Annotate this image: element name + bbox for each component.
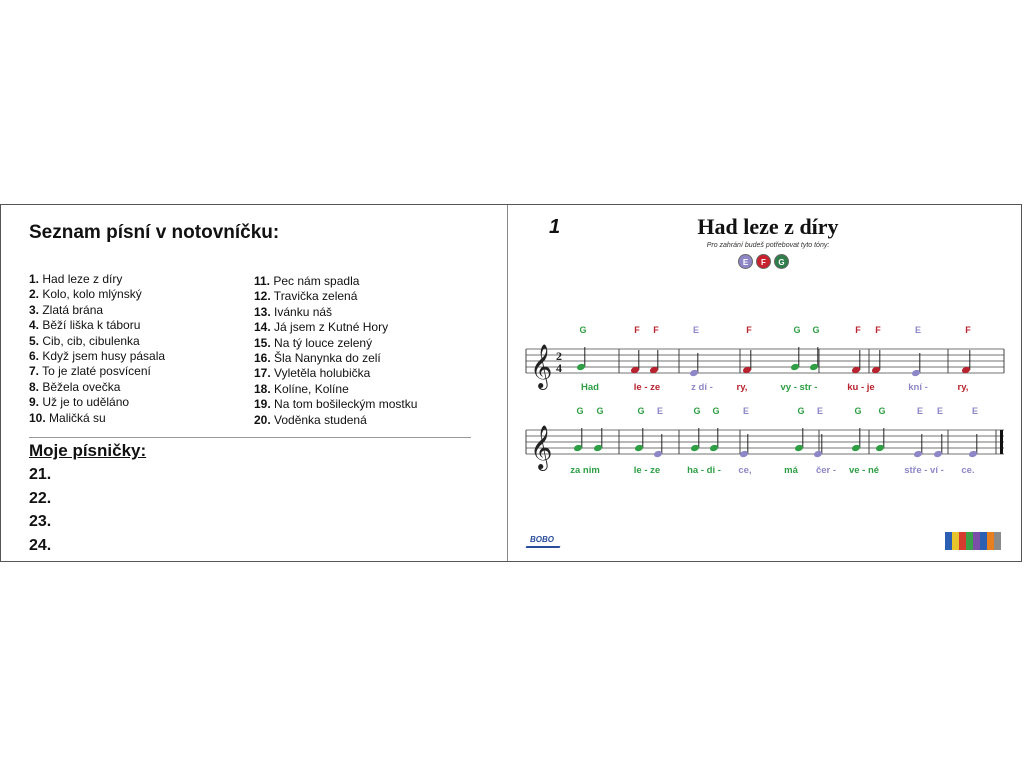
my-song-slot: 24. [29, 536, 52, 554]
logo-stripe [980, 532, 987, 550]
song-list-name: Maličká su [45, 410, 106, 425]
tone-dot-e: E [738, 254, 753, 269]
song-list-number: 2. [29, 287, 40, 302]
song-list-name: To je zlaté posvícení [39, 364, 151, 379]
lyric-syllable: kní - [908, 382, 928, 393]
note-letter-label: F [855, 325, 861, 335]
song-list-number: 7. [29, 364, 40, 379]
song-list-item [254, 397, 417, 412]
song-list-number: 19. [254, 397, 271, 412]
song-list-number: 20. [254, 412, 271, 427]
song-list-number: 17. [254, 366, 271, 381]
song-list-name: Kolo, kolo mlýnský [39, 287, 142, 302]
song-list-name: Šla Nanynka do zelí [270, 350, 381, 365]
song-list-name: Cib, cib, cibulenka [39, 333, 140, 348]
song-list-number: 9. [29, 395, 40, 410]
song-list-number: 1. [29, 272, 40, 286]
brand-logo [945, 532, 1001, 550]
song-list-title: Seznam písní v notovníčku: [29, 222, 280, 243]
song-list-number: 8. [29, 379, 40, 394]
lyric-syllable: Had [581, 382, 599, 393]
note-letter-label: F [653, 325, 659, 335]
song-list-item [29, 334, 165, 349]
lyric-syllable: ce. [961, 465, 975, 476]
treble-clef-icon: 𝄞 [530, 344, 553, 388]
treble-clef-icon: 𝄞 [530, 425, 553, 469]
song-list-item [254, 320, 417, 335]
song-list-item [254, 274, 417, 289]
lyric-syllable: le - ze [633, 465, 661, 476]
song-list-name: Běžela ovečka [39, 379, 121, 394]
lyric-syllable: za nim [570, 465, 600, 476]
time-signature-top: 2 [556, 349, 562, 363]
note-letter-label: G [579, 325, 587, 335]
my-songs-list [29, 463, 51, 557]
logo-stripe [959, 532, 966, 550]
logo-stripe [987, 532, 994, 550]
song-list-item [29, 272, 165, 287]
song-list-item [29, 395, 165, 410]
my-songs-title: Moje písničky: [29, 441, 147, 460]
song-list-number: 16. [254, 350, 271, 365]
song-list-name: Běží liška k táboru [39, 318, 141, 333]
song-list-item [29, 287, 165, 302]
song-list-name: Když jsem husy pásala [39, 348, 166, 363]
note-letter-label: G [878, 406, 886, 416]
song-list-name: Had leze z díry [39, 272, 123, 286]
song-list-item [29, 380, 165, 395]
lyric-syllable: stře - ví - [904, 465, 944, 476]
song-list-item [254, 336, 417, 351]
required-tones-caption: Pro zahrání budeš potřebovat tyto tóny: [706, 242, 830, 249]
logo-stripe [966, 532, 973, 550]
logo-stripe [994, 532, 1001, 550]
note-letter-label: E [971, 406, 979, 416]
song-list-item [29, 411, 165, 426]
time-signature-bottom: 4 [556, 361, 562, 375]
song-index-page [1, 205, 508, 561]
song-list-name: Voděnka studená [270, 412, 367, 427]
song-list-item [29, 364, 165, 379]
note-letter-label: E [816, 406, 824, 416]
song-list-name: Na tý louce zelený [270, 335, 373, 350]
note-letter-label: G [596, 406, 604, 416]
song-list-number: 13. [254, 304, 271, 319]
note-letter-label: E [916, 406, 924, 416]
song-list-number: 11. [254, 274, 271, 288]
song-sheet-page [508, 205, 1021, 561]
lyric-syllable: vy - str - [780, 382, 818, 393]
song-list-item [29, 318, 165, 333]
song-list-item [254, 289, 417, 304]
note-letter-label: G [576, 406, 584, 416]
note-letter-label: G [637, 406, 645, 416]
song-list-name: Už je to uděláno [39, 395, 130, 410]
song-list-number: 5. [29, 333, 40, 348]
tone-dot-g: G [774, 254, 789, 269]
note-letter-label: F [634, 325, 640, 335]
song-list-number: 6. [29, 348, 40, 363]
song-list-item [254, 366, 417, 381]
song-list-number: 4. [29, 318, 40, 333]
my-song-slot: 23. [29, 513, 52, 530]
note-letter-label: E [692, 325, 700, 335]
note-letter-label: G [712, 406, 720, 416]
note-letter-label: G [854, 406, 862, 416]
lyric-syllable: ha - di - [687, 465, 721, 476]
song-list-number: 12. [254, 289, 271, 304]
note-letter-label: E [914, 325, 922, 335]
lyric-syllable: ve - né [848, 465, 880, 476]
song-list-item [254, 351, 417, 366]
song-list-item [29, 349, 165, 364]
lyric-syllable: le - ze [633, 382, 661, 393]
note-letter-label: F [875, 325, 881, 335]
song-list-name: Já jsem z Kutné Hory [270, 320, 389, 335]
brand-underline [526, 546, 561, 548]
song-list-name: Vyletěla holubička [270, 366, 371, 381]
song-list-item [29, 303, 165, 318]
song-list-name: Travička zelená [270, 289, 358, 304]
lyric-syllable: ce, [738, 465, 752, 476]
song-list-name: Ivánku náš [270, 304, 333, 319]
song-list-name: Zlatá brána [39, 302, 104, 317]
note-letter-label: F [746, 325, 752, 335]
lyric-syllable: ku - je [847, 382, 875, 393]
lyric-syllable: čer - [815, 465, 837, 476]
sheet-music [508, 205, 1021, 561]
note-letter-label: E [936, 406, 944, 416]
logo-stripe [973, 532, 980, 550]
tone-dot-f: F [756, 254, 771, 269]
song-list-item [254, 413, 417, 428]
song-list-number: 18. [254, 381, 271, 396]
song-title: Had leze z díry [697, 214, 839, 239]
lyric-syllable: má [784, 465, 798, 476]
song-list-number: 15. [254, 335, 271, 350]
song-list-name: Pec nám spadla [270, 274, 360, 288]
song-list-column-2 [254, 274, 417, 428]
song-list-column-1 [29, 272, 165, 426]
lyric-syllable: ry, [957, 382, 969, 393]
note-letter-label: F [965, 325, 971, 335]
song-number: 1 [549, 216, 561, 238]
lyric-syllable: ry, [736, 382, 748, 393]
song-list-item [254, 305, 417, 320]
note-letter-label: G [797, 406, 805, 416]
note-letter-label: G [812, 325, 820, 335]
note-letter-label: E [742, 406, 750, 416]
song-list-number: 10. [29, 410, 46, 425]
song-list-number: 14. [254, 320, 271, 335]
logo-stripe [945, 532, 952, 550]
note-letter-label: G [793, 325, 801, 335]
song-list-name: Na tom bošileckým mostku [270, 397, 418, 412]
my-song-slot: 21. [29, 466, 52, 483]
song-list-name: Kolíne, Kolíne [270, 381, 349, 396]
my-song-slot: 22. [29, 489, 52, 507]
lyric-syllable: z dí - [691, 382, 713, 393]
note-letter-label: E [656, 406, 664, 416]
divider [29, 437, 471, 438]
song-list-item [254, 382, 417, 397]
songbook-spread [0, 204, 1022, 562]
note-letter-label: G [693, 406, 701, 416]
final-bar-thick [1000, 430, 1003, 454]
brand-label: BOBO [530, 535, 554, 544]
song-list-number: 3. [29, 302, 40, 317]
logo-stripe [952, 532, 959, 550]
